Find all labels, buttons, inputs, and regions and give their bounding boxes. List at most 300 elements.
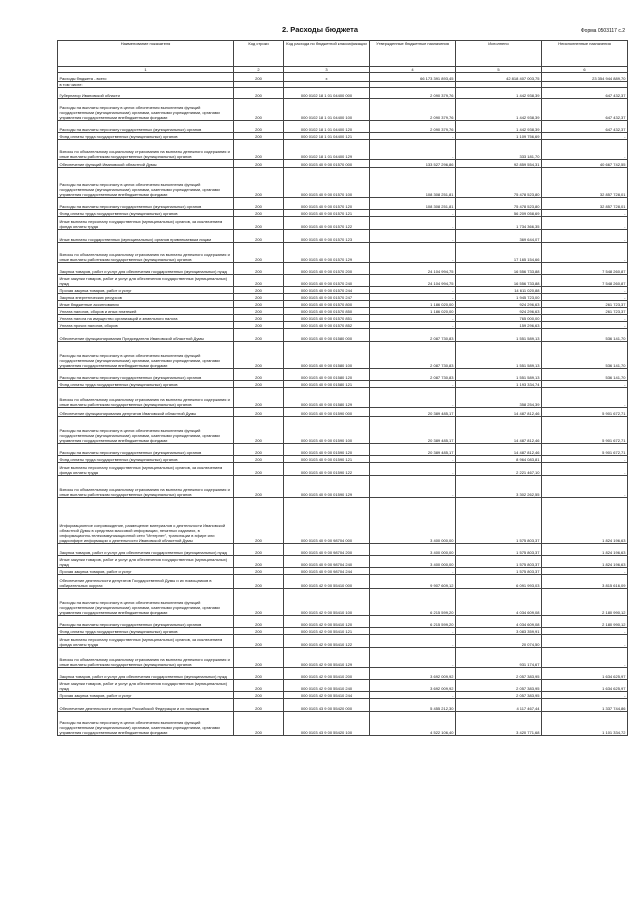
table-row [58, 476, 628, 498]
row-approved: - [370, 381, 456, 388]
row-unexecuted: 3 815 616,09 [542, 575, 628, 589]
row-approved: 6 215 599,20 [370, 616, 456, 628]
row-unexecuted: 1 337 744,86 [542, 699, 628, 712]
row-executed: 16 556 733,88 [456, 275, 542, 287]
row-approved: - [370, 217, 456, 230]
row-executed: 2 221 467,10 [456, 463, 542, 476]
table-row [58, 210, 628, 217]
row-budget-code: 000 0103 40 9 00 01590 120 [284, 444, 370, 456]
row-name: Взносы по обязательному социальному страхованию на выплаты денежного содержания и иные выплаты работникам государственных (муниципальных) органов [58, 388, 234, 408]
row-budget-code: 000 0103 43 9 00 55420 100 [284, 712, 370, 736]
row-name: Взносы по обязательному социальному страхованию на выплаты денежного содержания и иные выплаты работникам государственных (муниципальных) органов [58, 648, 234, 668]
row-name: Иные бюджетные ассигнования [58, 301, 234, 308]
row-budget-code: 000 0102 18 1 01 04400 000 [284, 88, 370, 99]
row-line-code: 200 [234, 575, 284, 589]
row-name: Обеспечение деятельности депутатов Государственной Думы и их помощников в избирательных округах [58, 575, 234, 589]
row-name: Взносы по обязательному социальному страхованию на выплаты денежного содержания и иные выплаты работникам государственных (муниципальных) органов [58, 140, 234, 160]
row-budget-code: 000 0103 40 9 00 01570 121 [284, 210, 370, 217]
row-name: Обеспечение функционирования Председателя Ивановской областной Думы [58, 329, 234, 342]
row-line-code: 200 [234, 668, 284, 680]
table-row [58, 99, 628, 121]
table-row [58, 668, 628, 680]
header-approved: Утвержденные бюджетные назначения [370, 41, 456, 67]
row-line-code: 200 [234, 628, 284, 635]
row-executed: 1 551 589,13 [456, 369, 542, 381]
row-name: Иные выплаты персоналу государственных (муниципальных) органов, за исключением фонда оплаты труда [58, 635, 234, 648]
row-approved: - [370, 287, 456, 294]
row-executed: 3 302 262,55 [456, 476, 542, 498]
row-unexecuted: - [542, 476, 628, 498]
table-row [58, 275, 628, 287]
row-budget-code: 000 0103 40 9 00 01570 200 [284, 263, 370, 275]
row-budget-code: 000 0103 40 9 00 01570 000 [284, 160, 370, 168]
row-name: Губернатор Ивановской области [58, 88, 234, 99]
row-executed: 931 174,67 [456, 648, 542, 668]
table-row [58, 417, 628, 444]
row-unexecuted: 2 180 990,12 [542, 589, 628, 616]
row-approved: 3 400 000,00 [370, 544, 456, 556]
row-name: Закупка товаров, работ и услуг для обеспечения государственных (муниципальных) нужд [58, 263, 234, 275]
row-name: Иные закупки товаров, работ и услуг для обеспечения государственных (муниципальных) нужд [58, 556, 234, 568]
row-budget-code: 000 0103 40 9 00 01570 123 [284, 230, 370, 243]
row-unexecuted: - [542, 243, 628, 263]
row-name: Иные закупки товаров, работ и услуг для обеспечения государственных (муниципальных) нужд [58, 680, 234, 692]
row-name: Прочая закупка товаров, работ и услуг [58, 287, 234, 294]
row-approved: 108 308 251,81 [370, 168, 456, 198]
row-name: Расходы на выплаты персоналу в целях обеспечения выполнения функций государственными (муниципальными) органами, казенными учреждениями, органами управления государственными внебюджетными фондами [58, 589, 234, 616]
table-row [58, 329, 628, 342]
row-budget-code: 000 0103 40 9 00 01580 129 [284, 388, 370, 408]
row-executed: 2 057 383,95 [456, 680, 542, 692]
row-budget-code: 000 0103 40 9 00 98704 240 [284, 556, 370, 568]
row-unexecuted: 40 667 742,55 [542, 160, 628, 168]
row-line-code: 200 [234, 287, 284, 294]
row-executed: 3 083 359,91 [456, 628, 542, 635]
row-line-code: 200 [234, 444, 284, 456]
row-approved: - [370, 635, 456, 648]
row-unexecuted: 1 824 196,63 [542, 544, 628, 556]
row-budget-code: 000 0103 40 9 00 98704 200 [284, 544, 370, 556]
row-approved: 6 215 599,20 [370, 589, 456, 616]
row-name: в том числе: [58, 82, 234, 88]
row-name: Иные выплаты персоналу государственных (муниципальных) органов, за исключением фонда оплаты труда [58, 463, 234, 476]
row-approved: 2 087 730,83 [370, 369, 456, 381]
row-executed: 20 074,50 [456, 635, 542, 648]
column-index: 5 [456, 67, 542, 73]
row-budget-code: 000 0103 40 9 00 01580 120 [284, 369, 370, 381]
column-index: 1 [58, 67, 234, 73]
row-approved: 3 400 000,00 [370, 498, 456, 544]
row-line-code: 200 [234, 342, 284, 369]
column-index: 4 [370, 67, 456, 73]
row-executed: 14 611 020,88 [456, 287, 542, 294]
row-executed: 1 551 589,13 [456, 329, 542, 342]
table-row [58, 388, 628, 408]
row-executed: 1 575 803,37 [456, 498, 542, 544]
row-budget-code: 000 0102 18 1 01 04400 129 [284, 140, 370, 160]
row-budget-code: 000 0103 42 9 00 55410 244 [284, 692, 370, 699]
row-approved: 20 389 485,17 [370, 444, 456, 456]
row-executed: 1 575 803,37 [456, 544, 542, 556]
table-row [58, 140, 628, 160]
row-unexecuted: - [542, 322, 628, 329]
row-approved: 3 692 009,92 [370, 668, 456, 680]
row-unexecuted: 1 824 196,63 [542, 498, 628, 544]
row-approved: 108 308 251,81 [370, 198, 456, 210]
row-name: Фонд оплаты труда государственных (муниципальных) органов [58, 381, 234, 388]
table-row [58, 133, 628, 140]
row-name: Расходы на выплаты персоналу в целях обеспечения выполнения функций государственными (муниципальными) органами, казенными учреждениями, органами управления государственными внебюджетными фондами [58, 417, 234, 444]
row-unexecuted: 32 857 728,01 [542, 198, 628, 210]
row-unexecuted: - [542, 388, 628, 408]
row-name: Закупка товаров, работ и услуг для обеспечения государственных (муниципальных) нужд [58, 668, 234, 680]
row-name: Уплата налога на имущество организаций и земельного налога [58, 315, 234, 322]
table-row [58, 315, 628, 322]
row-name: Прочая закупка товаров, работ и услуг [58, 692, 234, 699]
row-name: Фонд оплаты труда государственных (муниципальных) органов [58, 456, 234, 463]
row-approved: 2 087 730,83 [370, 342, 456, 369]
row-line-code: 200 [234, 133, 284, 140]
row-executed: 1 945 723,00 [456, 294, 542, 301]
row-executed: 159 296,63 [456, 322, 542, 329]
row-budget-code: 000 0103 40 9 00 01570 800 [284, 301, 370, 308]
row-approved: 4 522 106,40 [370, 712, 456, 736]
row-executed: 1 442 938,39 [456, 121, 542, 133]
row-unexecuted: 536 141,70 [542, 369, 628, 381]
row-budget-code: 000 0103 42 9 00 55410 122 [284, 635, 370, 648]
row-line-code: 200 [234, 88, 284, 99]
row-line-code: 200 [234, 315, 284, 322]
row-executed: 42 818 407 003,75 [456, 73, 542, 82]
table-row [58, 230, 628, 243]
table-row [58, 217, 628, 230]
row-unexecuted: 647 432,37 [542, 99, 628, 121]
table-row [58, 463, 628, 476]
row-name: Взносы по обязательному социальному страхованию на выплаты денежного содержания и иные выплаты работникам государственных (муниципальных) органов [58, 476, 234, 498]
row-budget-code: 000 0103 42 9 00 55410 100 [284, 589, 370, 616]
row-line-code: 200 [234, 322, 284, 329]
row-name: Иные выплаты государственных (муниципальных) органов привлекаемым лицам [58, 230, 234, 243]
row-budget-code: 000 0103 40 9 00 01590 122 [284, 463, 370, 476]
row-name: Расходы на выплаты персоналу государственных (муниципальных) органов [58, 369, 234, 381]
row-name: Закупка энергетических ресурсов [58, 294, 234, 301]
row-line-code: 200 [234, 463, 284, 476]
header-executed: Исполнено [456, 41, 542, 67]
table-row [58, 575, 628, 589]
row-unexecuted: - [542, 217, 628, 230]
table-row [58, 88, 628, 99]
row-line-code: 200 [234, 635, 284, 648]
row-unexecuted: 32 857 728,01 [542, 168, 628, 198]
table-row [58, 589, 628, 616]
row-line-code: 200 [234, 210, 284, 217]
row-budget-code: 000 0103 42 9 00 55410 200 [284, 668, 370, 680]
row-line-code: 200 [234, 198, 284, 210]
row-budget-code: 000 0103 40 9 00 01570 244 [284, 287, 370, 294]
row-approved: 3 400 000,00 [370, 556, 456, 568]
row-approved: - [370, 140, 456, 160]
row-executed: 16 556 733,88 [456, 263, 542, 275]
row-line-code: 200 [234, 243, 284, 263]
row-line-code: 200 [234, 217, 284, 230]
row-budget-code: 000 0103 40 9 00 01590 000 [284, 408, 370, 417]
row-unexecuted: - [542, 140, 628, 160]
row-budget-code: 000 0103 40 9 00 01590 100 [284, 417, 370, 444]
row-line-code: 200 [234, 140, 284, 160]
row-name: Взносы по обязательному социальному страхованию на выплаты денежного содержания и иные выплаты работникам государственных (муниципальных) органов [58, 243, 234, 263]
page-title: 2. Расходы бюджета [281, 25, 359, 34]
row-name: Обеспечение функционирования депутатов Ивановской областной Думы [58, 408, 234, 417]
row-executed: 1 575 803,37 [456, 556, 542, 568]
row-unexecuted: 2 180 990,12 [542, 616, 628, 628]
row-executed: 8 964 083,81 [456, 456, 542, 463]
table-row [58, 408, 628, 417]
row-line-code: 200 [234, 73, 284, 82]
row-executed: 4 034 609,08 [456, 589, 542, 616]
row-budget-code: 000 0103 40 9 00 01570 122 [284, 217, 370, 230]
row-name: Фонд оплаты труда государственных (муниципальных) органов [58, 133, 234, 140]
table-row [58, 498, 628, 544]
column-index: 6 [542, 67, 628, 73]
row-approved: 20 389 485,17 [370, 408, 456, 417]
table-row [58, 680, 628, 692]
row-name: Фонд оплаты труда государственных (муниципальных) органов [58, 628, 234, 635]
table-row [58, 568, 628, 575]
header-unexecuted: Неисполненные назначения [542, 41, 628, 67]
row-budget-code: 000 0103 40 9 00 01590 121 [284, 456, 370, 463]
row-budget-code: 000 0103 40 9 00 01570 852 [284, 322, 370, 329]
row-unexecuted: - [542, 463, 628, 476]
row-unexecuted: 7 548 260,87 [542, 275, 628, 287]
row-executed: 75 478 523,80 [456, 168, 542, 198]
row-executed: 1 575 803,37 [456, 568, 542, 575]
row-line-code: 200 [234, 408, 284, 417]
row-line-code: 200 [234, 544, 284, 556]
row-executed: 1 193 334,74 [456, 381, 542, 388]
row-line-code: 200 [234, 498, 284, 544]
table-row [58, 699, 628, 712]
row-unexecuted: - [542, 692, 628, 699]
row-name: Расходы на выплаты персоналу государственных (муниципальных) органов [58, 616, 234, 628]
expenses-table [57, 40, 628, 736]
row-executed: 14 487 812,46 [456, 417, 542, 444]
row-budget-code: 000 0103 40 9 00 98704 244 [284, 568, 370, 575]
row-approved: - [370, 315, 456, 322]
row-approved: - [370, 568, 456, 575]
table-row [58, 287, 628, 294]
row-unexecuted: 7 548 260,87 [542, 263, 628, 275]
row-line-code: 200 [234, 680, 284, 692]
row-line-code: 200 [234, 568, 284, 575]
header-budget-code: Код расхода по бюджетной классификации [284, 41, 370, 67]
row-name: Фонд оплаты труда государственных (муниципальных) органов [58, 210, 234, 217]
row-executed: 1 442 938,39 [456, 99, 542, 121]
row-name: Информационное сопровождение, размещение материалов о деятельности Ивановской областной Думы в средствах массовой информации, печатных изданиях, в информационно-телекоммуникационной сети "Интернет", трансляции в эфире или радиоэфире информации о деятельности Ивановской областной Думы [58, 498, 234, 544]
table-row [58, 263, 628, 275]
table-row [58, 369, 628, 381]
row-approved: - [370, 388, 456, 408]
row-name: Расходы бюджета - всего [58, 73, 234, 82]
row-approved: - [370, 628, 456, 635]
row-line-code: 200 [234, 121, 284, 133]
row-line-code: 200 [234, 308, 284, 315]
row-line-code: 200 [234, 369, 284, 381]
header-row [58, 41, 628, 67]
row-budget-code: 000 0103 42 9 00 55410 129 [284, 648, 370, 668]
row-executed: 358 254,39 [456, 388, 542, 408]
row-unexecuted: - [542, 381, 628, 388]
table-row [58, 168, 628, 198]
row-approved: - [370, 243, 456, 263]
column-index: 2 [234, 67, 284, 73]
row-name: Обеспечение функций Ивановской областной Думы [58, 160, 234, 168]
row-unexecuted: 1 101 334,72 [542, 712, 628, 736]
row-unexecuted: 5 901 672,71 [542, 417, 628, 444]
row-approved: - [370, 456, 456, 463]
row-line-code: 200 [234, 556, 284, 568]
row-executed: 6 091 993,03 [456, 575, 542, 589]
row-name: Расходы на выплаты персоналу государственных (муниципальных) органов [58, 444, 234, 456]
row-line-code: 200 [234, 388, 284, 408]
row-budget-code: 000 0103 40 9 00 01570 100 [284, 168, 370, 198]
table-row [58, 628, 628, 635]
row-line-code: 200 [234, 275, 284, 287]
row-executed: 2 057 383,95 [456, 668, 542, 680]
row-name: Расходы на выплаты персоналу в целях обеспечения выполнения функций государственными (муниципальными) органами, казенными учреждениями, органами управления государственными внебюджетными фондами [58, 712, 234, 736]
table-row [58, 616, 628, 628]
row-executed: 3 420 771,68 [456, 712, 542, 736]
table-body [58, 73, 628, 736]
row-name: Закупка товаров, работ и услуг для обеспечения государственных (муниципальных) нужд [58, 544, 234, 556]
row-name: Расходы на выплаты персоналу в целях обеспечения выполнения функций государственными (муниципальными) органами, казенными учреждениями, органами управления государственными внебюджетными фондами [58, 168, 234, 198]
row-executed: 2 057 383,95 [456, 692, 542, 699]
row-line-code: 200 [234, 712, 284, 736]
row-approved: 2 090 379,76 [370, 88, 456, 99]
form-number: Форма 0503117 с.2 [580, 28, 625, 34]
row-line-code: 200 [234, 476, 284, 498]
table-row [58, 308, 628, 315]
row-unexecuted: - [542, 628, 628, 635]
row-executed: 1 109 756,69 [456, 133, 542, 140]
table-row [58, 160, 628, 168]
row-name: Расходы на выплаты персоналу государственных (муниципальных) органов [58, 121, 234, 133]
row-approved: - [370, 294, 456, 301]
row-approved: 2 090 379,76 [370, 121, 456, 133]
row-executed: 1 551 589,13 [456, 342, 542, 369]
row-name: Уплата прочих налогов, сборов [58, 322, 234, 329]
row-line-code: 200 [234, 263, 284, 275]
table-row [58, 301, 628, 308]
row-approved: - [370, 476, 456, 498]
row-budget-code: 000 0103 42 9 00 55410 121 [284, 628, 370, 635]
row-unexecuted: 1 634 625,97 [542, 680, 628, 692]
table-row [58, 556, 628, 568]
row-line-code: 200 [234, 417, 284, 444]
row-name: Иные закупки товаров, работ и услуг для обеспечения государственных (муниципальных) нужд [58, 275, 234, 287]
row-unexecuted: - [542, 294, 628, 301]
row-unexecuted: - [542, 635, 628, 648]
row-approved: - [370, 230, 456, 243]
row-executed: 17 165 154,66 [456, 243, 542, 263]
row-budget-code: 000 0103 40 9 00 01580 000 [284, 329, 370, 342]
row-name: Уплата налогов, сборов и иных платежей [58, 308, 234, 315]
row-executed: 14 487 812,46 [456, 444, 542, 456]
row-unexecuted: - [542, 133, 628, 140]
row-unexecuted: - [542, 648, 628, 668]
row-unexecuted: - [542, 315, 628, 322]
row-budget-code: 000 0103 40 9 00 01570 129 [284, 243, 370, 263]
row-approved: 5 455 212,30 [370, 699, 456, 712]
row-budget-code: 000 0103 42 9 00 55410 120 [284, 616, 370, 628]
row-executed: 92 859 554,31 [456, 160, 542, 168]
row-approved: 24 104 994,75 [370, 275, 456, 287]
row-name: Расходы на выплаты персоналу в целях обеспечения выполнения функций государственными (муниципальными) органами, казенными учреждениями, органами управления государственными внебюджетными фондами [58, 99, 234, 121]
row-line-code: 200 [234, 160, 284, 168]
row-line-code: 200 [234, 301, 284, 308]
row-approved: - [370, 322, 456, 329]
row-approved: 2 087 730,83 [370, 329, 456, 342]
row-line-code: 200 [234, 381, 284, 388]
row-unexecuted: 647 432,37 [542, 121, 628, 133]
row-unexecuted: 1 824 196,63 [542, 556, 628, 568]
row-unexecuted: - [542, 456, 628, 463]
row-approved: 1 186 020,00 [370, 301, 456, 308]
row-budget-code: 000 0102 18 1 01 04400 121 [284, 133, 370, 140]
table-row [58, 712, 628, 736]
table-row [58, 456, 628, 463]
table-row [58, 692, 628, 699]
row-approved: - [370, 692, 456, 699]
row-approved: - [370, 210, 456, 217]
row-unexecuted: 647 432,37 [542, 88, 628, 99]
row-unexecuted: - [542, 210, 628, 217]
row-budget-code: 000 0103 43 9 00 55420 000 [284, 699, 370, 712]
row-line-code: 200 [234, 329, 284, 342]
row-unexecuted: - [542, 568, 628, 575]
row-unexecuted: 536 141,70 [542, 342, 628, 369]
row-name: Расходы на выплаты персоналу государственных (муниципальных) органов [58, 198, 234, 210]
row-approved: - [370, 463, 456, 476]
row-budget-code: 000 0103 40 9 00 01570 120 [284, 198, 370, 210]
row-executed: 56 209 058,69 [456, 210, 542, 217]
row-budget-code: 000 0103 40 9 00 01590 129 [284, 476, 370, 498]
row-line-code: 200 [234, 456, 284, 463]
table-row [58, 635, 628, 648]
row-line-code: 200 [234, 699, 284, 712]
table-row [58, 648, 628, 668]
row-budget-code: 000 0103 42 9 00 55410 000 [284, 575, 370, 589]
row-approved: 3 692 009,92 [370, 680, 456, 692]
row-approved: 1 186 020,00 [370, 308, 456, 315]
row-approved: - [370, 648, 456, 668]
row-name: Иные выплаты персоналу государственных (муниципальных) органов, за исключением фонда оплаты труда [58, 217, 234, 230]
row-unexecuted: 5 901 672,71 [542, 408, 628, 417]
row-unexecuted: 261 723,37 [542, 301, 628, 308]
row-line-code: 200 [234, 648, 284, 668]
row-budget-code: 000 0103 40 9 00 01580 100 [284, 342, 370, 369]
row-budget-code: 000 0103 40 9 00 01570 240 [284, 275, 370, 287]
row-approved: 9 907 609,12 [370, 575, 456, 589]
row-approved: 24 104 994,75 [370, 263, 456, 275]
row-executed: 924 296,63 [456, 301, 542, 308]
table-row [58, 322, 628, 329]
column-index: 3 [284, 67, 370, 73]
row-line-code: 200 [234, 230, 284, 243]
row-executed: 369 644,07 [456, 230, 542, 243]
row-executed: 75 478 523,80 [456, 198, 542, 210]
row-line-code: 200 [234, 168, 284, 198]
table-row [58, 198, 628, 210]
